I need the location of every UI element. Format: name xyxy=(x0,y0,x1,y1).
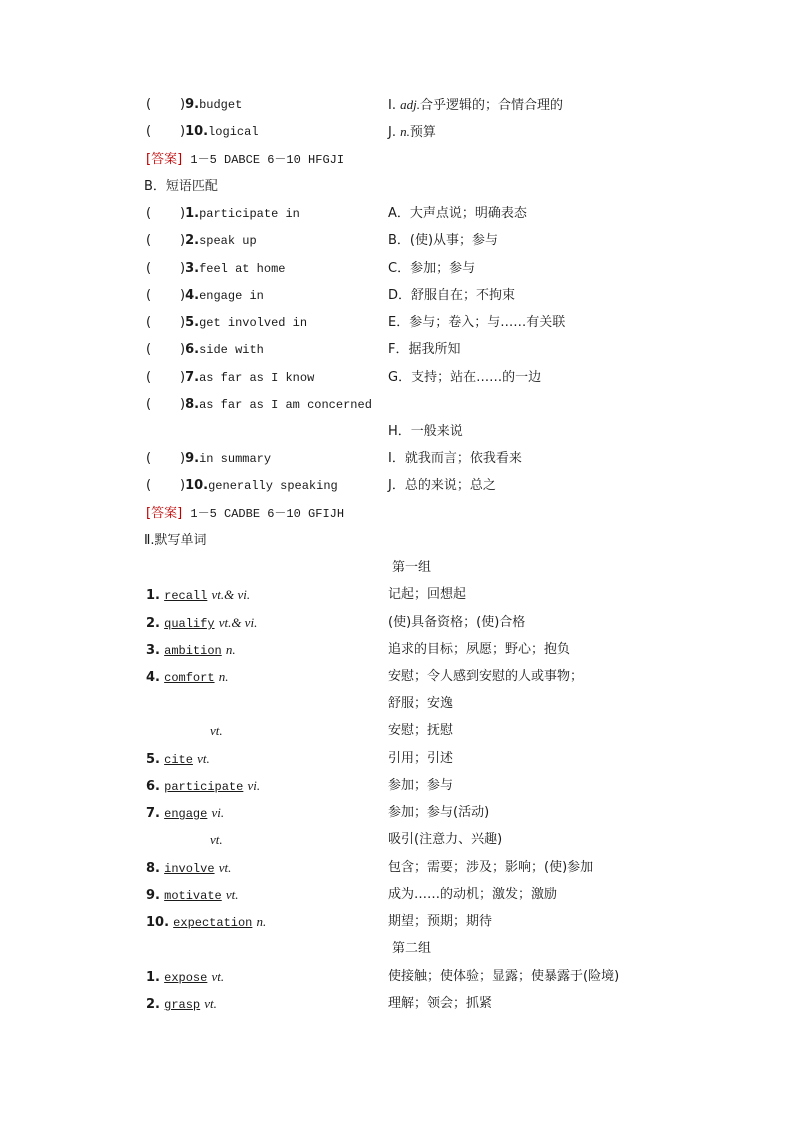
word-row: 6. participate vi. 参加；参与 xyxy=(146,778,454,794)
match-row: ( )3.feel at home C．参加；参与 xyxy=(146,261,476,276)
word-row: 4. comfort n. 安慰；令人感到安慰的人或事物； xyxy=(146,669,584,685)
match-row: ( )10.logical J. n.预算 xyxy=(146,124,436,140)
match-row: ( )8.as far as I am concerned xyxy=(146,397,372,412)
match-row: ( )6.side with F．据我所知 xyxy=(146,342,461,357)
group-title: 第二组 xyxy=(392,941,432,956)
section-title: Ⅱ.默写单词 xyxy=(144,533,207,548)
word-row: 2. grasp vt. 理解；领会；抓紧 xyxy=(146,996,493,1012)
match-row: ( )1.participate in A．大声点说；明确表态 xyxy=(146,206,527,221)
match-row: H．一般来说 xyxy=(388,424,463,439)
word-row: 3. ambition n. 追求的目标；夙愿；野心；抱负 xyxy=(146,642,571,658)
match-row: ( )9.in summary I．就我而言；依我看来 xyxy=(146,451,522,466)
word-row: vt. 安慰；抚慰 xyxy=(210,723,454,738)
answer-line: [答案] 1－5 DABCE 6－10 HFGJI xyxy=(146,152,345,167)
word-row: 舒服；安逸 xyxy=(388,696,454,711)
word-row: 1. recall vt.& vi. 记起；回想起 xyxy=(146,587,467,603)
word-row: 7. engage vi. 参加；参与(活动) xyxy=(146,805,490,821)
word-row: 5. cite vt. 引用；引述 xyxy=(146,751,454,767)
word-row: 10. expectation n. 期望；预期；期待 xyxy=(146,914,493,930)
word-row: 1. expose vt. 使接触；使体验；显露；使暴露于(险境) xyxy=(146,969,620,985)
match-row: ( )9.budget I. adj.合乎逻辑的；合情合理的 xyxy=(146,97,563,113)
word-row: 8. involve vt. 包含；需要；涉及；影响；(使)参加 xyxy=(146,860,594,876)
answer-line: [答案] 1－5 CADBE 6－10 GFIJH xyxy=(146,506,345,521)
section-title: B．短语匹配 xyxy=(144,179,218,194)
match-row: ( )10.generally speaking J．总的来说；总之 xyxy=(146,478,496,493)
word-row: vt. 吸引(注意力、兴趣) xyxy=(210,832,503,847)
group-title: 第一组 xyxy=(392,560,432,575)
match-row: ( )5.get involved in E．参与；卷入；与……有关联 xyxy=(146,315,566,330)
match-row: ( )2.speak up B．(使)从事；参与 xyxy=(146,233,499,248)
match-row: ( )7.as far as I know G．支持；站在……的一边 xyxy=(146,370,542,385)
word-row: 9. motivate vt. 成为……的动机；激发；激励 xyxy=(146,887,558,903)
match-row: ( )4.engage in D．舒服自在；不拘束 xyxy=(146,288,516,303)
word-row: 2. qualify vt.& vi. (使)具备资格；(使)合格 xyxy=(146,615,526,631)
